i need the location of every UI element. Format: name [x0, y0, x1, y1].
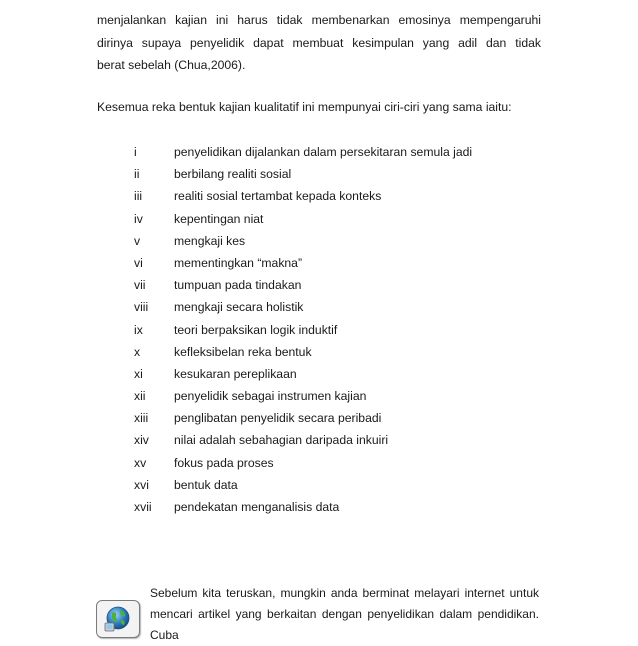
list-item-number: iii — [134, 189, 143, 204]
list-item-number: i — [134, 145, 137, 159]
list-item-number: xv — [134, 455, 147, 470]
list-item-text: penyelidik sebagai instrumen kajian — [174, 389, 367, 404]
list-item-number: xvii — [134, 500, 152, 514]
list-item — [134, 363, 472, 385]
list-item-text: penyelidikan dijalankan dalam persekitaran semula jadi — [174, 145, 473, 159]
list-item — [134, 319, 472, 341]
list-item-text: kepentingan niat — [174, 211, 264, 226]
list-item-text: penglibatan penyelidik secara peribadi — [174, 411, 382, 426]
list-item-number: iv — [134, 211, 143, 226]
internet-note-paragraph — [150, 583, 539, 642]
list-item-text: fokus pada proses — [174, 455, 274, 470]
list-item — [134, 185, 472, 207]
list-item-text: kesukaran pereplikaan — [174, 366, 297, 381]
internet-globe-icon — [96, 600, 140, 638]
paragraph-line: berat sebelah (Chua,2006). — [97, 58, 246, 72]
list-item-text: mementingkan “makna” — [174, 255, 303, 270]
list-item-number: ii — [134, 167, 140, 182]
list-item-text: nilai adalah sebahagian daripada inkuiri — [174, 433, 389, 448]
list-item-text: realiti sosial tertambat kepada konteks — [174, 189, 382, 204]
list-item — [134, 385, 472, 407]
list-item-text: pendekatan menganalisis data — [174, 500, 340, 514]
list-item — [134, 230, 472, 252]
list-item-text: berbilang realiti sosial — [174, 167, 292, 182]
list-item-number: xi — [134, 366, 143, 381]
list-item-text: teori berpaksikan logik induktif — [174, 322, 338, 337]
intro-paragraph — [97, 9, 541, 77]
list-item-number: v — [134, 233, 141, 248]
list-item-number: xiii — [134, 411, 149, 426]
list-item-text: kefleksibelan reka bentuk — [174, 344, 312, 359]
list-item-text: mengkaji secara holistik — [174, 300, 304, 315]
list-item — [134, 496, 472, 518]
list-item-number: x — [134, 344, 141, 359]
list-item — [134, 474, 472, 496]
paragraph-line: dirinya supaya penyelidik dapat membuat kesimpulan yang adil dan tidak — [97, 35, 541, 50]
list-item-number: xii — [134, 389, 146, 404]
list-intro-sentence: Kesemua reka bentuk kajian kualitatif ini mempunyai ciri-ciri yang sama iaitu: — [97, 100, 512, 114]
paragraph-line: Sebelum kita teruskan, mungkin anda berminat melayari internet untuk — [150, 586, 539, 600]
paragraph-line: mencari artikel yang berkaitan dengan penyelidikan dalam pendidikan. Cuba — [150, 607, 539, 642]
list-item — [134, 141, 472, 163]
paragraph-line: menjalankan kajian ini harus tidak membenarkan emosinya mempengaruhi — [97, 13, 541, 27]
list-item — [134, 429, 472, 451]
list-item — [134, 452, 472, 474]
list-item-number: ix — [134, 322, 143, 337]
list-item-number: xiv — [134, 433, 149, 448]
list-item-number: xvi — [134, 477, 149, 492]
list-item-number: viii — [134, 300, 149, 315]
list-item-text: mengkaji kes — [174, 233, 246, 248]
characteristics-list — [134, 141, 472, 518]
list-item — [134, 274, 472, 296]
list-item — [134, 208, 472, 230]
list-item — [134, 407, 472, 429]
list-item — [134, 341, 472, 363]
list-item-number: vii — [134, 278, 146, 293]
list-item-text: bentuk data — [174, 477, 238, 492]
list-item — [134, 163, 472, 185]
list-item-text: tumpuan pada tindakan — [174, 278, 302, 293]
list-item — [134, 296, 472, 318]
list-item-number: vi — [134, 255, 143, 270]
list-item — [134, 252, 472, 274]
